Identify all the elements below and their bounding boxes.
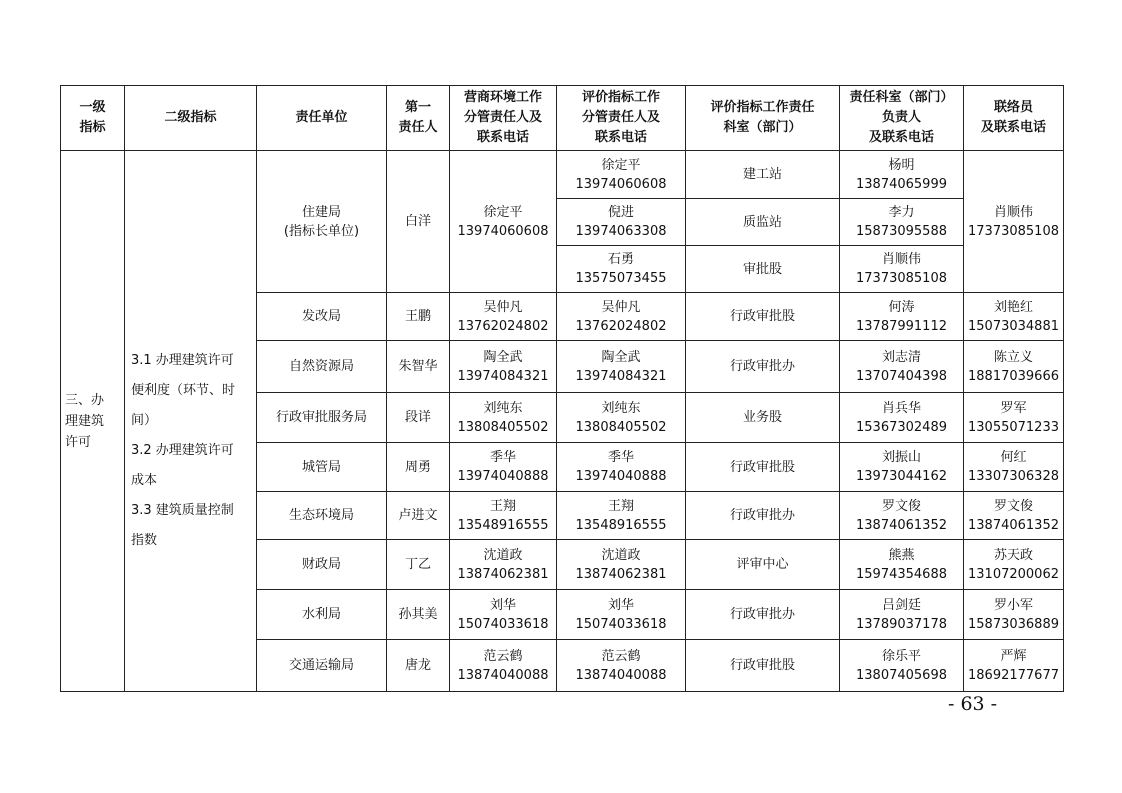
liaison-cell: 苏天政 13107200062 bbox=[964, 540, 1064, 590]
office-cell: 审批股 bbox=[686, 246, 840, 293]
office-head-cell: 刘志清 13707404398 bbox=[840, 341, 964, 393]
header-office-head: 责任科室（部门） 负责人 及联系电话 bbox=[840, 86, 964, 151]
office-cell: 建工站 bbox=[686, 151, 840, 199]
header-indicator-manager: 评价指标工作 分管责任人及 联系电话 bbox=[557, 86, 686, 151]
liaison-cell: 肖顺伟 17373085108 bbox=[964, 151, 1064, 293]
header-env-manager: 营商环境工作 分管责任人及 联系电话 bbox=[450, 86, 557, 151]
office-head-cell: 徐乐平 13807405698 bbox=[840, 640, 964, 692]
first-person-cell: 孙其美 bbox=[387, 590, 450, 640]
unit-cell: 财政局 bbox=[257, 540, 387, 590]
env-manager-cell: 刘纯东 13808405502 bbox=[450, 393, 557, 443]
env-manager-cell: 徐定平 13974060608 bbox=[450, 151, 557, 293]
office-cell: 评审中心 bbox=[686, 540, 840, 590]
header-row bbox=[61, 86, 1064, 151]
office-head-cell: 肖兵华 15367302489 bbox=[840, 393, 964, 443]
liaison-cell: 何红 13307306328 bbox=[964, 443, 1064, 492]
office-cell: 行政审批办 bbox=[686, 341, 840, 393]
unit-cell: 城管局 bbox=[257, 443, 387, 492]
env-manager-cell: 刘华 15074033618 bbox=[450, 590, 557, 640]
header-unit: 责任单位 bbox=[257, 86, 387, 151]
office-head-cell: 罗文俊 13874061352 bbox=[840, 492, 964, 540]
office-cell: 行政审批股 bbox=[686, 640, 840, 692]
office-cell: 行政审批办 bbox=[686, 492, 840, 540]
indicator-manager-cell: 沈道政 13874062381 bbox=[557, 540, 686, 590]
indicator-manager-cell: 陶全武 13974084321 bbox=[557, 341, 686, 393]
first-person-cell: 丁乙 bbox=[387, 540, 450, 590]
header-level1: 一级 指标 bbox=[61, 86, 125, 151]
first-person-cell: 周勇 bbox=[387, 443, 450, 492]
office-cell: 业务股 bbox=[686, 393, 840, 443]
first-person-cell: 王鹏 bbox=[387, 293, 450, 341]
indicator-manager-cell: 季华 13974040888 bbox=[557, 443, 686, 492]
env-manager-cell: 季华 13974040888 bbox=[450, 443, 557, 492]
env-manager-cell: 陶全武 13974084321 bbox=[450, 341, 557, 393]
office-cell: 行政审批办 bbox=[686, 590, 840, 640]
table-row bbox=[61, 151, 1064, 199]
header-first-person: 第一 责任人 bbox=[387, 86, 450, 151]
office-head-cell: 李力 15873095588 bbox=[840, 199, 964, 246]
unit-cell: 住建局 (指标长单位) bbox=[257, 151, 387, 293]
office-cell: 行政审批股 bbox=[686, 293, 840, 341]
unit-cell: 发改局 bbox=[257, 293, 387, 341]
page-number: - 63 - bbox=[948, 693, 998, 715]
header-level2: 二级指标 bbox=[125, 86, 257, 151]
liaison-cell: 罗军 13055071233 bbox=[964, 393, 1064, 443]
unit-cell: 行政审批服务局 bbox=[257, 393, 387, 443]
office-cell: 行政审批股 bbox=[686, 443, 840, 492]
indicator-manager-cell: 石勇 13575073455 bbox=[557, 246, 686, 293]
liaison-cell: 罗文俊 13874061352 bbox=[964, 492, 1064, 540]
unit-cell: 水利局 bbox=[257, 590, 387, 640]
level1-indicator: 三、办 理建筑 许可 bbox=[61, 151, 125, 692]
unit-cell: 生态环境局 bbox=[257, 492, 387, 540]
env-manager-cell: 范云鹤 13874040088 bbox=[450, 640, 557, 692]
liaison-cell: 严辉 18692177677 bbox=[964, 640, 1064, 692]
indicator-manager-cell: 倪进 13974063308 bbox=[557, 199, 686, 246]
responsibility-table bbox=[60, 85, 1064, 692]
indicator-manager-cell: 刘纯东 13808405502 bbox=[557, 393, 686, 443]
office-cell: 质监站 bbox=[686, 199, 840, 246]
indicator-manager-cell: 刘华 15074033618 bbox=[557, 590, 686, 640]
first-person-cell: 段详 bbox=[387, 393, 450, 443]
first-person-cell: 白洋 bbox=[387, 151, 450, 293]
unit-cell: 交通运输局 bbox=[257, 640, 387, 692]
liaison-cell: 罗小军 15873036889 bbox=[964, 590, 1064, 640]
header-office: 评价指标工作责任 科室（部门） bbox=[686, 86, 840, 151]
first-person-cell: 唐龙 bbox=[387, 640, 450, 692]
office-head-cell: 刘振山 13973044162 bbox=[840, 443, 964, 492]
header-liaison: 联络员 及联系电话 bbox=[964, 86, 1064, 151]
office-head-cell: 何涛 13787991112 bbox=[840, 293, 964, 341]
env-manager-cell: 沈道政 13874062381 bbox=[450, 540, 557, 590]
env-manager-cell: 吴仲凡 13762024802 bbox=[450, 293, 557, 341]
unit-cell: 自然资源局 bbox=[257, 341, 387, 393]
office-head-cell: 肖顺伟 17373085108 bbox=[840, 246, 964, 293]
indicator-manager-cell: 吴仲凡 13762024802 bbox=[557, 293, 686, 341]
liaison-cell: 陈立义 18817039666 bbox=[964, 341, 1064, 393]
first-person-cell: 朱智华 bbox=[387, 341, 450, 393]
first-person-cell: 卢进文 bbox=[387, 492, 450, 540]
liaison-cell: 刘艳红 15073034881 bbox=[964, 293, 1064, 341]
env-manager-cell: 王翔 13548916555 bbox=[450, 492, 557, 540]
office-head-cell: 吕剑廷 13789037178 bbox=[840, 590, 964, 640]
indicator-manager-cell: 王翔 13548916555 bbox=[557, 492, 686, 540]
office-head-cell: 熊燕 15974354688 bbox=[840, 540, 964, 590]
level2-indicator: 3.1 办理建筑许可 便利度（环节、时 间） 3.2 办理建筑许可 成本 3.3 建筑质量控制 指数 bbox=[125, 151, 257, 692]
indicator-manager-cell: 徐定平 13974060608 bbox=[557, 151, 686, 199]
office-head-cell: 杨明 13874065999 bbox=[840, 151, 964, 199]
indicator-manager-cell: 范云鹤 13874040088 bbox=[557, 640, 686, 692]
